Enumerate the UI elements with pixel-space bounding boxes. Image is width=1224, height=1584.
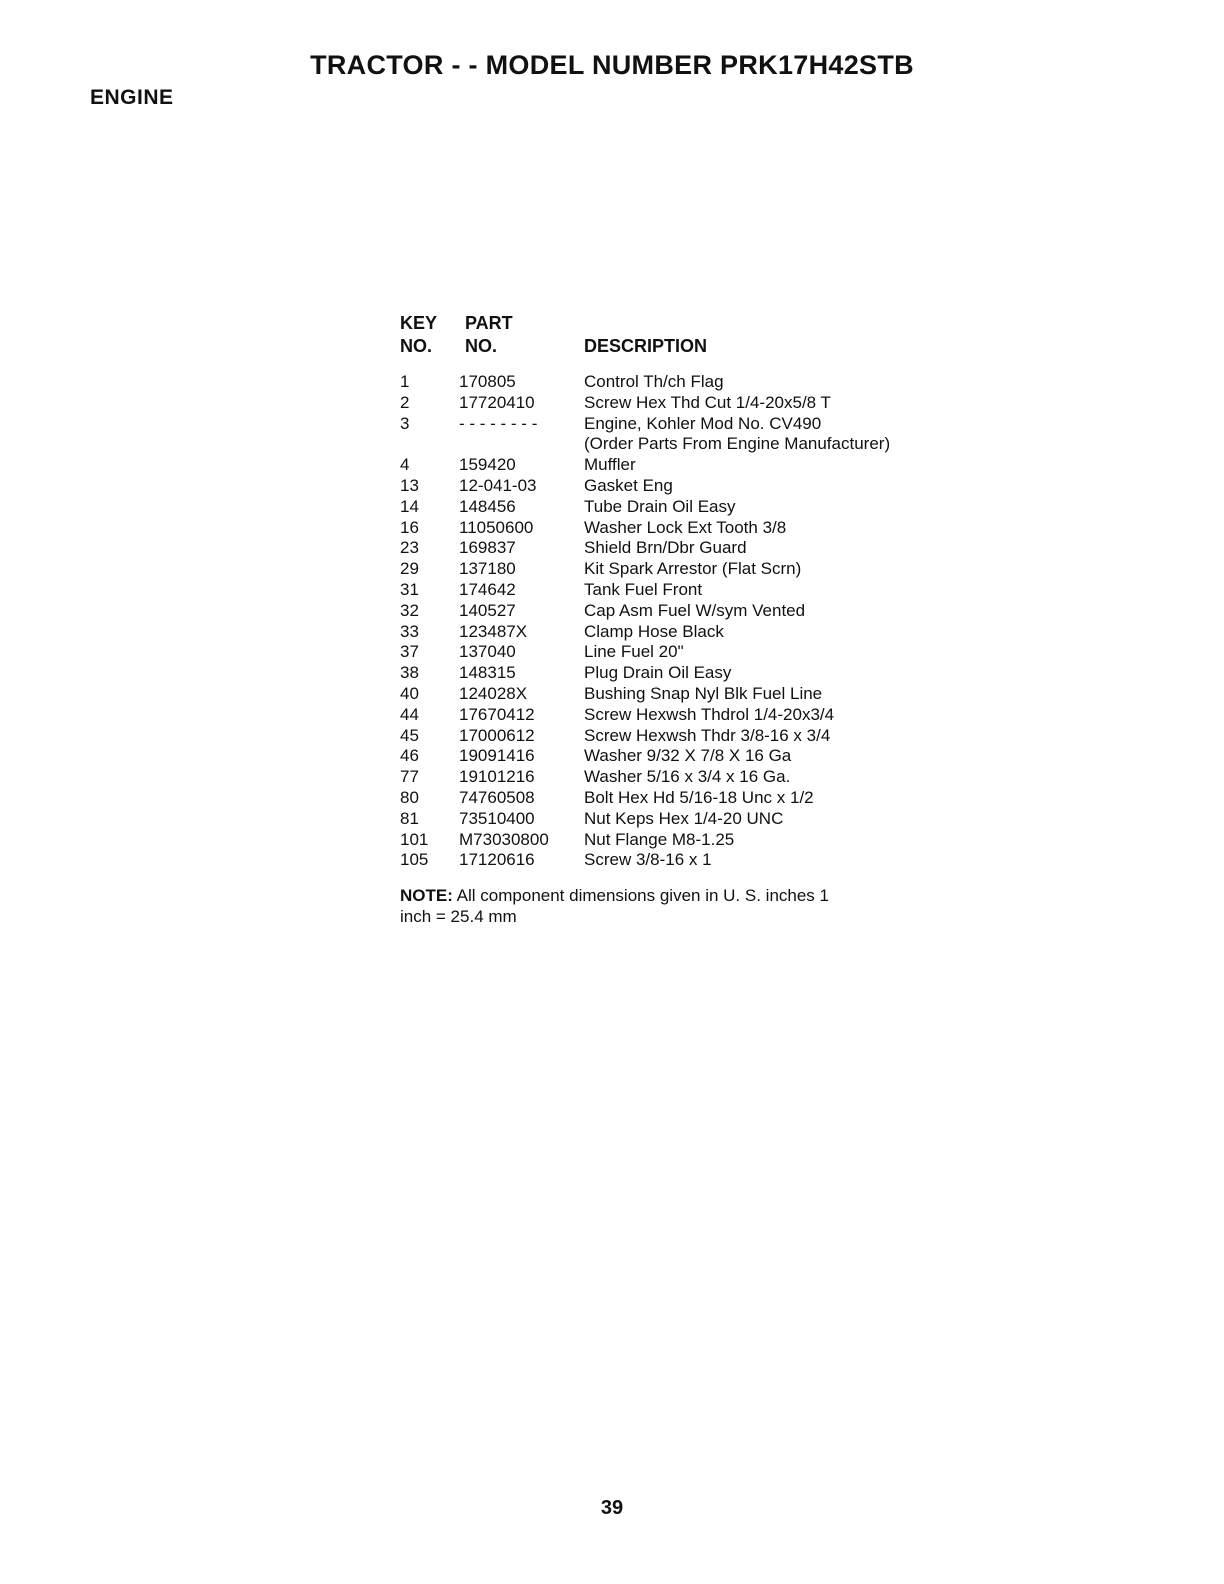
part-number: 17670412 [459, 704, 535, 724]
key-number: 16 [400, 517, 419, 537]
part-description [584, 830, 734, 851]
page-title: TRACTOR - - MODEL NUMBER PRK17H42STB [310, 50, 914, 80]
part-description [584, 726, 830, 747]
part-number: 137180 [459, 559, 516, 579]
description-line: Bushing Snap Nyl Blk Fuel Line [584, 683, 823, 703]
parts-table-body [400, 372, 960, 871]
table-row [400, 684, 960, 705]
description-line: Screw 3/8-16 x 1 [584, 850, 712, 870]
key-column-header-line2: NO. [400, 336, 433, 356]
key-number: 33 [400, 621, 419, 641]
part-number: M73030800 [459, 829, 549, 849]
key-number: 105 [400, 850, 429, 870]
key-number: 14 [400, 496, 419, 516]
part-column-header-line2: NO. [465, 336, 498, 356]
table-row [400, 580, 960, 601]
parts-table-header [400, 313, 960, 361]
table-row [400, 559, 960, 580]
part-description [584, 642, 684, 663]
description-line: Engine, Kohler Mod No. CV490 [584, 413, 822, 433]
part-description [584, 518, 786, 539]
note-text: All component dimensions given in U. S. inches 1 inch = 25.4 mm [400, 886, 829, 927]
description-line: Nut Keps Hex 1/4-20 UNC [584, 808, 784, 828]
part-column-header-line1: PART [465, 313, 513, 333]
part-number: 19101216 [459, 767, 535, 787]
table-row [400, 518, 960, 539]
part-description [584, 746, 791, 767]
part-number: 11050600 [459, 517, 534, 537]
part-description [584, 850, 712, 871]
key-number: 31 [400, 579, 419, 599]
description-line: Plug Drain Oil Easy [584, 663, 732, 683]
part-number: 169837 [459, 538, 516, 558]
table-row [400, 850, 960, 871]
part-number: 74760508 [459, 787, 535, 807]
table-row [400, 476, 960, 497]
page-number: 39 [600, 1497, 624, 1519]
part-description [584, 809, 783, 830]
part-description [584, 601, 805, 622]
description-line: Gasket Eng [584, 475, 673, 495]
description-line: Screw Hex Thd Cut 1/4-20x5/8 T [584, 392, 831, 412]
description-line: Kit Spark Arrestor (Flat Scrn) [584, 559, 802, 579]
key-number: 81 [400, 808, 419, 828]
part-description [584, 684, 822, 705]
key-number: 101 [400, 829, 429, 849]
key-number: 40 [400, 683, 419, 703]
part-number: 73510400 [459, 808, 535, 828]
table-row [400, 414, 960, 456]
part-number: 148456 [459, 496, 516, 516]
description-line: Washer Lock Ext Tooth 3/8 [584, 517, 787, 537]
key-number: 44 [400, 704, 419, 724]
description-line: Nut Flange M8-1.25 [584, 829, 735, 849]
key-number: 38 [400, 663, 419, 683]
part-description [584, 580, 702, 601]
part-description [584, 663, 731, 684]
description-column-header: DESCRIPTION [584, 336, 708, 356]
key-number: 46 [400, 746, 419, 766]
table-row [400, 705, 960, 726]
key-number: 45 [400, 725, 419, 745]
part-description [584, 788, 814, 809]
section-title: ENGINE [90, 86, 174, 109]
key-number: 80 [400, 787, 419, 807]
part-description [584, 767, 790, 788]
key-number: 3 [400, 413, 410, 433]
parts-list [400, 313, 960, 927]
part-description [584, 455, 636, 476]
description-line: Screw Hexwsh Thdr 3/8-16 x 3/4 [584, 725, 831, 745]
table-row [400, 726, 960, 747]
table-row [400, 393, 960, 414]
part-number: 140527 [459, 600, 516, 620]
key-number: 37 [400, 642, 419, 662]
description-line: Washer 5/16 x 3/4 x 16 Ga. [584, 767, 791, 787]
description-line: Washer 9/32 X 7/8 X 16 Ga [584, 746, 792, 766]
part-description [584, 497, 735, 518]
table-row [400, 767, 960, 788]
key-number: 23 [400, 538, 419, 558]
description-line: Tube Drain Oil Easy [584, 496, 736, 516]
table-row [400, 788, 960, 809]
part-description [584, 393, 831, 414]
part-description [584, 414, 890, 456]
table-row [400, 663, 960, 684]
description-line: Muffler [584, 455, 636, 475]
description-line: Shield Brn/Dbr Guard [584, 538, 747, 558]
description-line: (Order Parts From Engine Manufacturer) [584, 434, 891, 454]
key-number: 4 [400, 455, 410, 475]
key-number: 32 [400, 600, 419, 620]
part-number: 123487X [459, 621, 528, 641]
part-description [584, 538, 747, 559]
description-line: Tank Fuel Front [584, 579, 703, 599]
part-description [584, 705, 834, 726]
table-row [400, 746, 960, 767]
key-number: 2 [400, 392, 410, 412]
part-number: 17000612 [459, 725, 535, 745]
table-row [400, 809, 960, 830]
part-number: 19091416 [459, 746, 535, 766]
key-number: 77 [400, 767, 419, 787]
description-line: Clamp Hose Black [584, 621, 724, 641]
table-row [400, 538, 960, 559]
part-number: - - - - - - - - [459, 413, 538, 433]
part-number: 17120616 [459, 850, 535, 870]
part-number: 174642 [459, 579, 516, 599]
key-number: 29 [400, 559, 419, 579]
table-row [400, 622, 960, 643]
part-number: 124028X [459, 683, 528, 703]
part-description [584, 622, 724, 643]
part-number: 148315 [459, 663, 516, 683]
key-column-header-line1: KEY [400, 313, 438, 333]
description-line: Line Fuel 20" [584, 642, 684, 662]
key-number: 13 [400, 475, 419, 495]
table-row [400, 830, 960, 851]
part-description [584, 372, 724, 393]
part-description [584, 559, 801, 580]
table-row [400, 372, 960, 393]
description-line: Cap Asm Fuel W/sym Vented [584, 600, 806, 620]
description-line: Bolt Hex Hd 5/16-18 Unc x 1/2 [584, 787, 814, 807]
part-description [584, 476, 673, 497]
part-number: 159420 [459, 455, 516, 475]
table-row [400, 497, 960, 518]
part-number: 137040 [459, 642, 516, 662]
description-line: Control Th/ch Flag [584, 372, 724, 391]
table-row [400, 455, 960, 476]
table-row [400, 601, 960, 622]
key-number: 1 [400, 372, 410, 391]
note [400, 885, 840, 927]
table-row [400, 642, 960, 663]
part-number: 170805 [459, 372, 516, 391]
part-number: 12-041-03 [459, 475, 537, 495]
note-label: NOTE: [400, 886, 453, 906]
description-line: Screw Hexwsh Thdrol 1/4-20x3/4 [584, 704, 835, 724]
part-number: 17720410 [459, 392, 535, 412]
